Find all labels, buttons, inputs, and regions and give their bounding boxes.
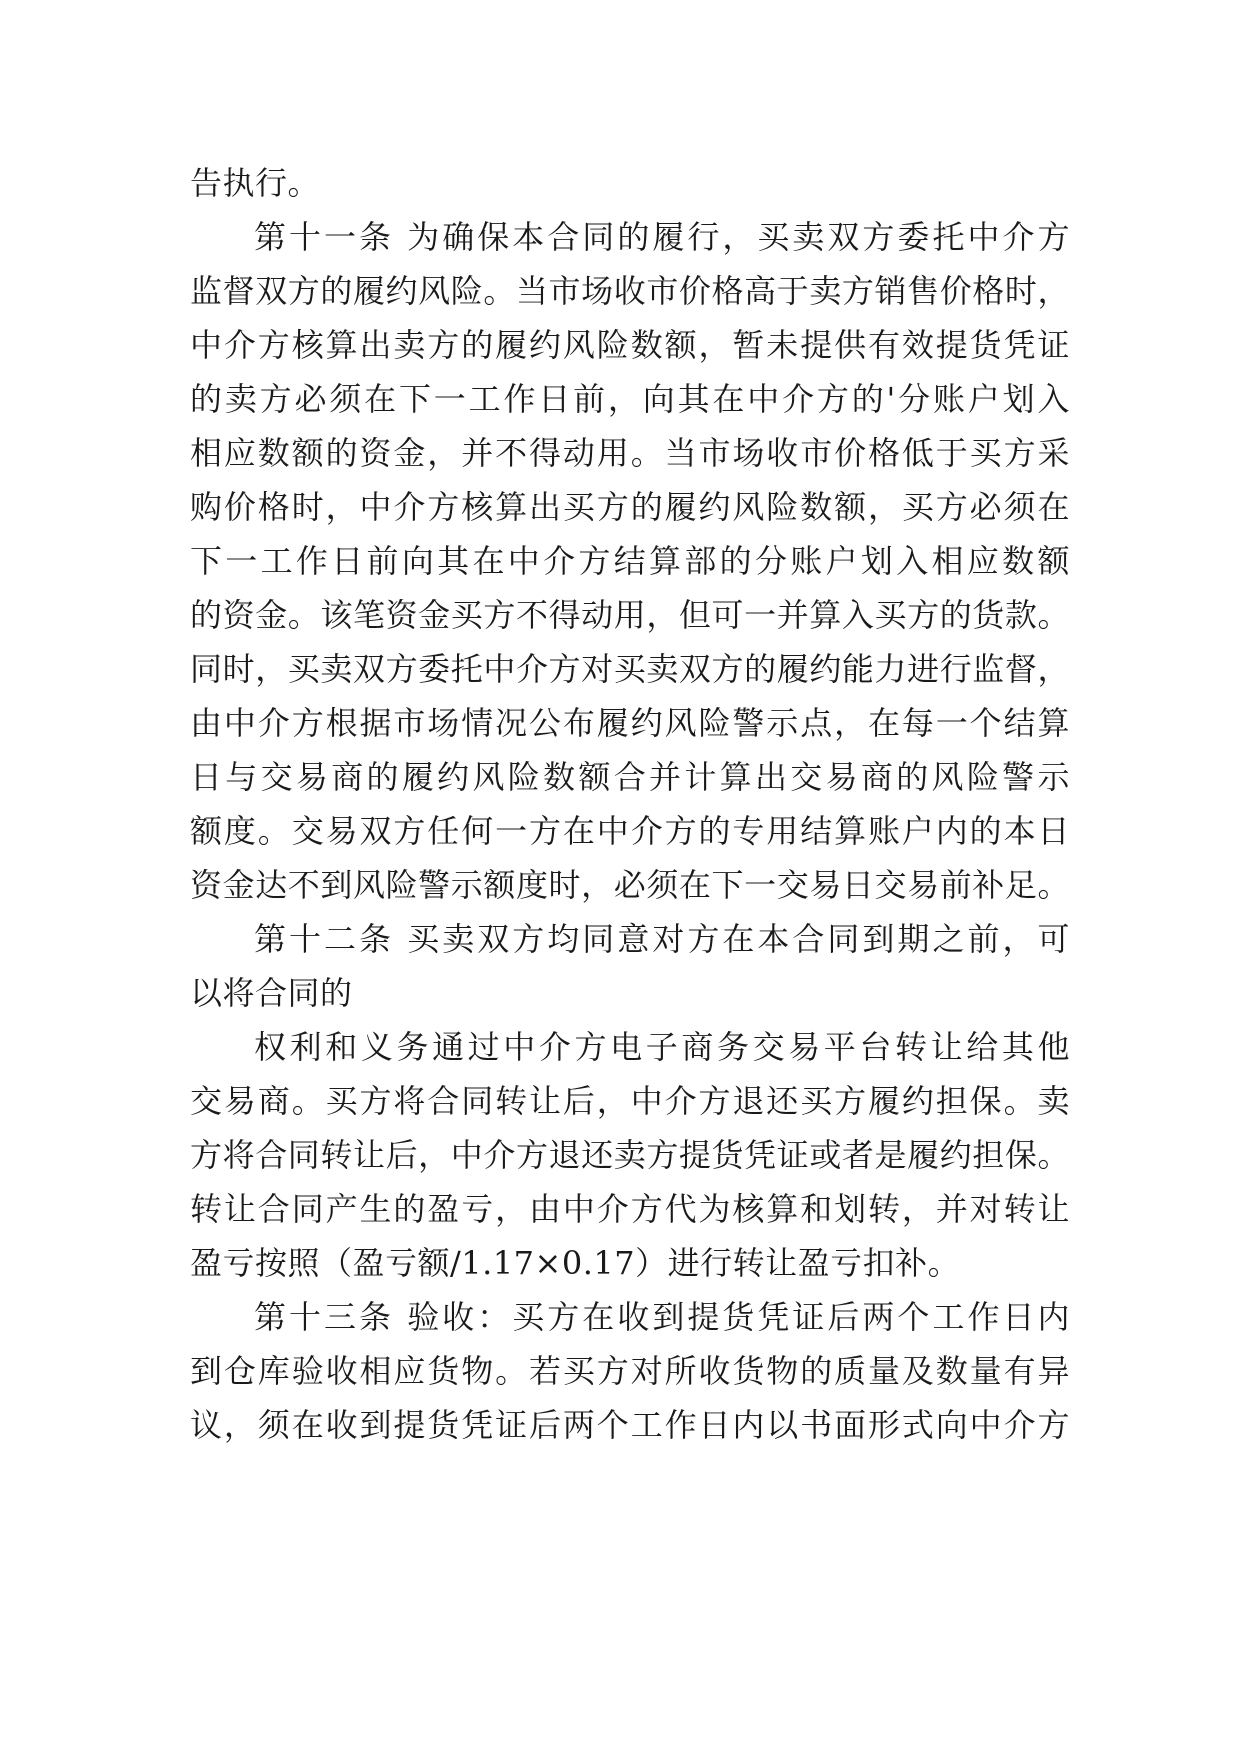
text-line: 交易商。买方将合同转让后，中介方退还买方履约担保。卖 [190,1082,1070,1120]
text-line: 权利和义务通过中介方电子商务交易平台转让给其他 [254,1028,1070,1066]
text-line: 议，须在收到提货凭证后两个工作日内以书面形式向中介方 [190,1406,1070,1444]
text-line: 日与交易商的履约风险数额合并计算出交易商的风险警示 [190,758,1070,796]
text-line: 第十二条 买卖双方均同意对方在本合同到期之前，可 [254,920,1070,958]
text-line: 同时，买卖双方委托中介方对买卖双方的履约能力进行监督， [190,650,1070,688]
text-line: 方将合同转让后，中介方退还卖方提货凭证或者是履约担保。 [190,1136,1070,1174]
text-line: 监督双方的履约风险。当市场收市价格高于卖方销售价格时， [190,272,1070,310]
text-line: 资金达不到风险警示额度时，必须在下一交易日交易前补足。 [190,866,1070,904]
text-line: 下一工作日前向其在中介方结算部的分账户划入相应数额 [190,542,1070,580]
text-line: 转让合同产生的盈亏，由中介方代为核算和划转，并对转让 [190,1190,1070,1228]
text-line: 由中介方根据市场情况公布履约风险警示点，在每一个结算 [190,704,1070,742]
text-line: 中介方核算出卖方的履约风险数额，暂未提供有效提货凭证 [190,326,1070,364]
text-line: 以将合同的 [190,974,353,1012]
text-line: 告执行。 [190,164,321,202]
text-line: 第十一条 为确保本合同的履行，买卖双方委托中介方 [254,218,1070,256]
text-line: 第十三条 验收：买方在收到提货凭证后两个工作日内 [254,1298,1070,1336]
text-line: 购价格时，中介方核算出买方的履约风险数额，买方必须在 [190,488,1070,526]
text-line: 到仓库验收相应货物。若买方对所收货物的质量及数量有异 [190,1352,1070,1390]
text-line: 相应数额的资金，并不得动用。当市场收市价格低于买方采 [190,434,1070,472]
document-body [190,156,1070,1452]
text-line: 盈亏按照（盈亏额/1.17×0.17）进行转让盈亏扣补。 [190,1244,961,1282]
text-line: 的资金。该笔资金买方不得动用，但可一并算入买方的货款。 [190,596,1070,634]
text-line: 的卖方必须在下一工作日前，向其在中介方的'分账户划入 [190,380,1070,418]
text-line: 额度。交易双方任何一方在中介方的专用结算账户内的本日 [190,812,1070,850]
